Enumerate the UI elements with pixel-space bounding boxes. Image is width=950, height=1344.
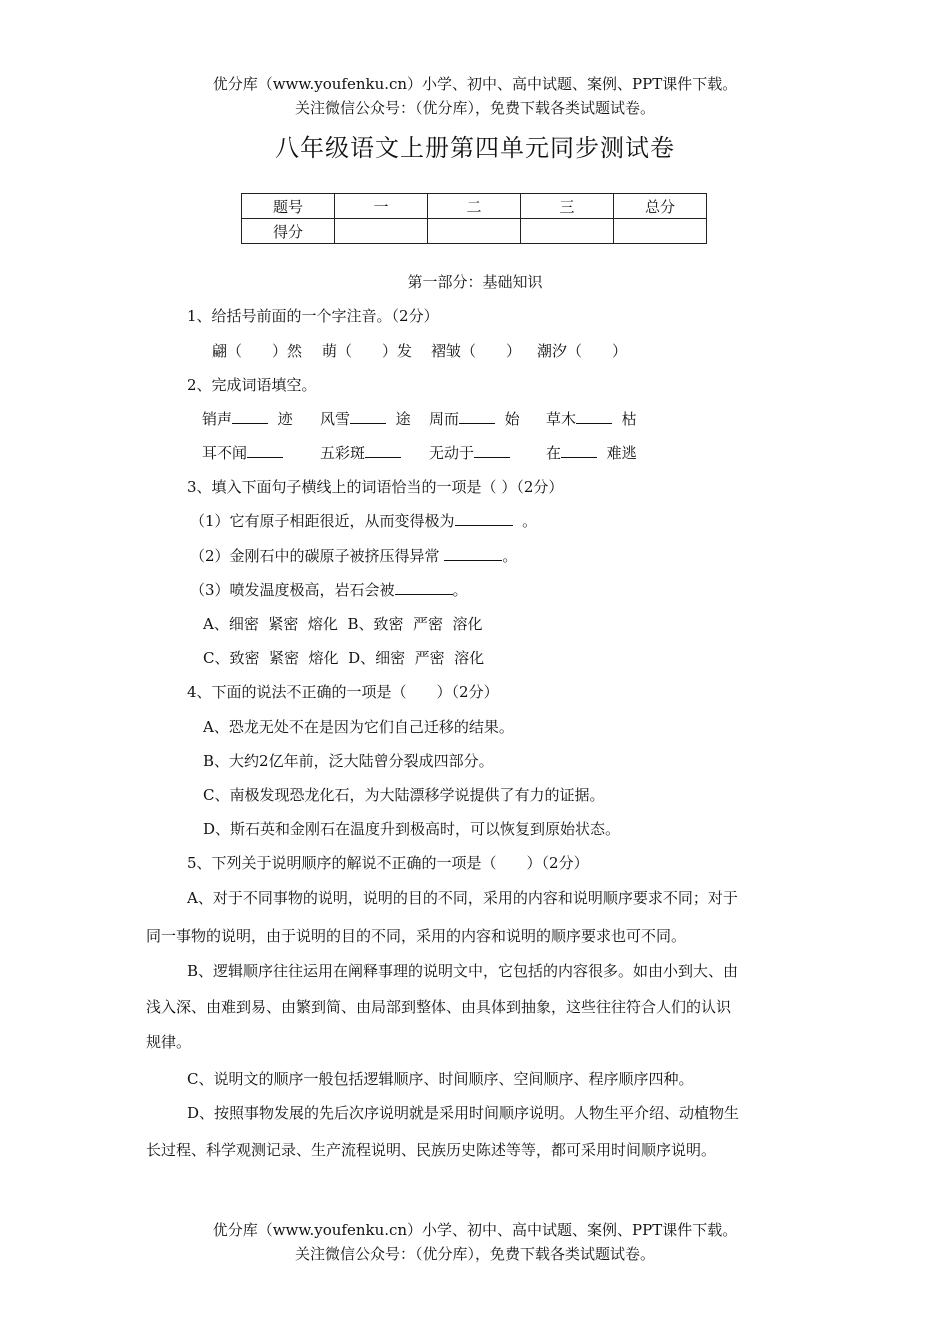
- q2-item-1: [202, 408, 293, 430]
- score-table-score-row: [242, 219, 707, 244]
- q3-options-ab: A、细密 紧密 熔化 B、致密 严密 溶化: [203, 615, 483, 633]
- q2-item-8: [546, 442, 637, 464]
- score-cell-1: 一: [335, 194, 428, 219]
- q2-blank-2[interactable]: [350, 409, 386, 424]
- q2-item-4: [546, 408, 637, 430]
- q2-item-3-pre: 周而: [429, 410, 460, 428]
- q2-blank-6[interactable]: [365, 443, 401, 458]
- q3-sentence-1: [190, 510, 537, 532]
- q1-item-3: 褶皱（ ）: [431, 342, 522, 360]
- header-line-1: 优分库（www.youfenku.cn）小学、初中、高中试题、案例、PPT课件下载。: [212, 75, 738, 93]
- q3-sentence-2: [190, 545, 517, 567]
- q2-blank-4[interactable]: [576, 409, 612, 424]
- score-cell-label: 题号: [242, 194, 335, 219]
- score-input-total[interactable]: [614, 219, 707, 244]
- q2-item-6: [320, 442, 401, 464]
- q2-item-8-post: 难逃: [606, 444, 637, 462]
- q3-sentence-2-text: （2）金刚石中的碳原子被挤压得异常: [190, 547, 440, 565]
- score-input-3[interactable]: [521, 219, 614, 244]
- q5-option-a-line1: A、对于不同事物的说明，说明的目的不同，采用的内容和说明顺序要求不同；对于: [187, 889, 738, 907]
- q3-sentence-3: [190, 579, 468, 601]
- header-line-2: 关注微信公众号：（优分库），免费下载各类试题试卷。: [294, 99, 655, 117]
- score-input-1[interactable]: [335, 219, 428, 244]
- q2-blank-1[interactable]: [232, 409, 268, 424]
- q3-options-cd: C、致密 紧密 熔化 D、细密 严密 溶化: [203, 649, 485, 667]
- q2-item-3-post: 始: [504, 410, 520, 428]
- q4-option-a: A、恐龙无处不在是因为它们自己迁移的结果。: [203, 718, 514, 736]
- footer-line-1: 优分库（www.youfenku.cn）小学、初中、高中试题、案例、PPT课件下载。: [212, 1221, 738, 1239]
- q2-item-2: [320, 408, 411, 430]
- q3-blank-1[interactable]: [455, 511, 513, 526]
- q2-item-3: [429, 408, 520, 430]
- score-table-header-row: [242, 194, 707, 219]
- q2-item-5-pre: 耳不闻: [202, 444, 248, 462]
- q2-blank-8[interactable]: [561, 443, 597, 458]
- q2-item-7: [429, 442, 510, 464]
- q2-item-6-pre: 五彩斑: [320, 444, 366, 462]
- score-table: [241, 193, 707, 244]
- q3-stem: 3、填入下面句子横线上的词语恰当的一项是（ ）（2分）: [187, 478, 564, 496]
- q3-blank-3[interactable]: [395, 580, 453, 595]
- q5-option-b-line2: 浅入深、由难到易、由繁到简、由局部到整体、由具体到抽象，这些往往符合人们的认识: [146, 998, 732, 1016]
- q3-sentence-3-text: （3）喷发温度极高，岩石会被: [190, 581, 395, 599]
- q2-stem: 2、完成词语填空。: [187, 376, 317, 394]
- q2-item-8-pre: 在: [546, 444, 562, 462]
- q2-item-4-post: 枯: [621, 410, 637, 428]
- q3-sentence-3-end: 。: [452, 581, 468, 599]
- q5-option-d-line2: 长过程、科学观测记录、生产流程说明、民族历史陈述等等，都可采用时间顺序说明。: [146, 1141, 717, 1159]
- q5-stem: 5、下列关于说明顺序的解说不正确的一项是（ ）（2分）: [187, 854, 589, 872]
- q2-blank-7[interactable]: [474, 443, 510, 458]
- q4-stem: 4、下面的说法不正确的一项是（ ）（2分）: [187, 683, 499, 701]
- q2-item-7-pre: 无动于: [429, 444, 475, 462]
- score-cell-2: 二: [428, 194, 521, 219]
- score-input-2[interactable]: [428, 219, 521, 244]
- q1-item-2: 萌（ ）发: [322, 342, 413, 360]
- q3-sentence-1-text: （1）它有原子相距很近，从而变得极为: [190, 512, 455, 530]
- q5-option-b-line3: 规律。: [146, 1033, 192, 1051]
- footer-line-2: 关注微信公众号：（优分库），免费下载各类试题试卷。: [294, 1245, 655, 1263]
- q1-item-1: 翩（ ）然: [212, 342, 303, 360]
- q2-item-2-pre: 风雪: [320, 410, 351, 428]
- q1-stem: 1、给括号前面的一个字注音。（2分）: [187, 307, 439, 325]
- q3-sentence-2-end: 。: [502, 547, 518, 565]
- q2-item-1-post: 迹: [277, 410, 293, 428]
- q2-blank-3[interactable]: [459, 409, 495, 424]
- q5-option-b-line1: B、逻辑顺序往往运用在阐释事理的说明文中，它包括的内容很多。如由小到大、由: [187, 962, 739, 980]
- q4-option-c: C、南极发现恐龙化石，为大陆漂移学说提供了有力的证据。: [203, 786, 605, 804]
- q2-item-1-pre: 销声: [202, 410, 233, 428]
- q3-blank-2[interactable]: [444, 546, 502, 561]
- q4-option-b: B、大约2亿年前，泛大陆曾分裂成四部分。: [203, 752, 494, 770]
- q2-item-2-post: 途: [395, 410, 411, 428]
- score-cell-defen: 得分: [242, 219, 335, 244]
- page-title: 八年级语文上册第四单元同步测试卷: [275, 134, 675, 162]
- q5-option-a-line2: 同一事物的说明，由于说明的目的不同，采用的内容和说明的顺序要求也可不同。: [146, 927, 687, 945]
- score-cell-total: 总分: [614, 194, 707, 219]
- q2-blank-5[interactable]: [247, 443, 283, 458]
- q1-item-4: 潮汐（ ）: [537, 342, 628, 360]
- score-cell-3: 三: [521, 194, 614, 219]
- section-title: 第一部分：基础知识: [407, 273, 543, 291]
- q3-sentence-1-end: 。: [522, 512, 538, 530]
- q5-option-d-line1: D、按照事物发展的先后次序说明就是采用时间顺序说明。人物生平介绍、动植物生: [187, 1104, 740, 1122]
- q2-item-5: [202, 442, 283, 464]
- q4-option-d: D、斯石英和金刚石在温度升到极高时，可以恢复到原始状态。: [203, 820, 621, 838]
- q2-item-4-pre: 草木: [546, 410, 577, 428]
- q5-option-c: C、说明文的顺序一般包括逻辑顺序、时间顺序、空间顺序、程序顺序四种。: [187, 1070, 694, 1088]
